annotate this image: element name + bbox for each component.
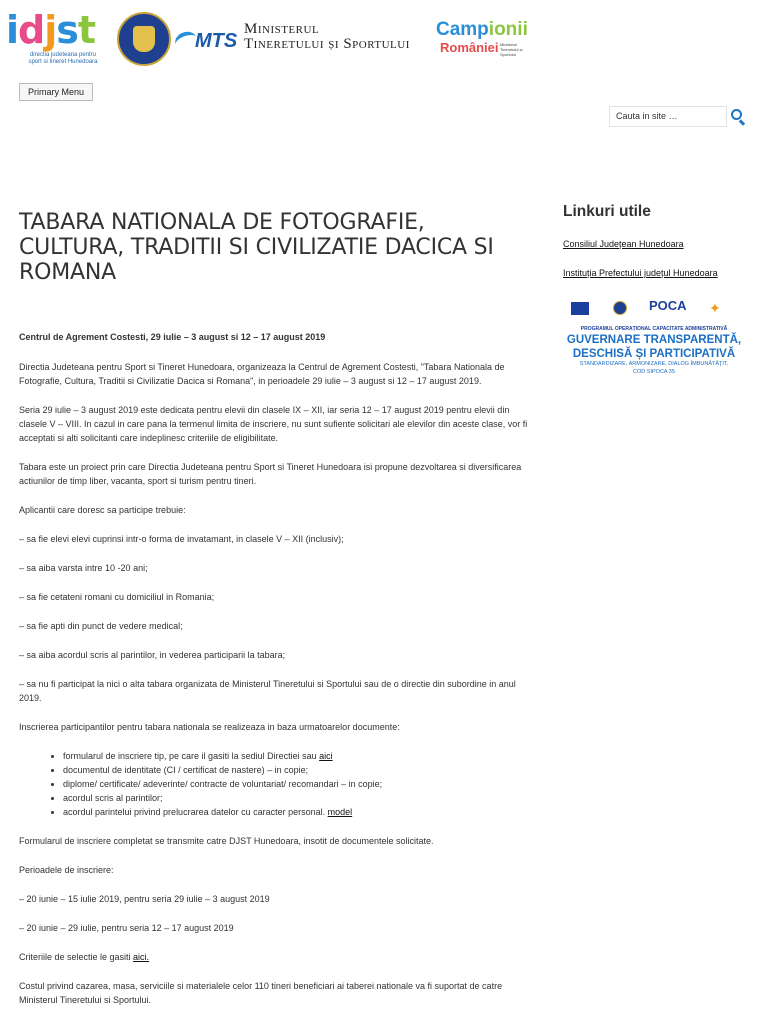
ministry-line-2: Tineretului și Sportului — [244, 36, 410, 52]
documents-list — [63, 749, 531, 819]
mts-wordmark: MTS — [195, 30, 238, 52]
paragraph: Criteriile de selectie le gasiti aici. — [19, 952, 150, 962]
mts-logo — [175, 22, 245, 62]
paragraph: Aplicantii care doresc sa participe trebuie: — [19, 505, 186, 515]
requirement-item: – sa fie elevi elevi cuprinsi intr-o forma de invatamant, in clasele V – XII (inclusiv); — [19, 534, 344, 544]
government-seal-icon — [613, 301, 627, 315]
poca-headline-2: DESCHISĂ ȘI PARTICIPATIVĂ — [572, 348, 736, 360]
article-header — [19, 210, 531, 285]
poca-headline-1: GUVERNARE TRANSPARENTĂ, — [566, 334, 742, 346]
star-logo-icon: ✦ — [709, 300, 721, 316]
poca-program-name: PROGRAMUL OPERAȚIONAL CAPACITATE ADMINISTRATIVĂ — [580, 326, 728, 332]
paragraph: Costul privind cazarea, masa, serviciile si materialele celor 110 tineri beneficiari ai taberei nationale va fi suportat de catre Ministerul Tineretului si Sportului. — [19, 981, 503, 1005]
selection-criteria-link[interactable]: aici. — [133, 952, 150, 962]
list-item: • acordul scris al parintilor; — [63, 791, 531, 805]
campionii-small-text: Ministerul Tineretului și Sportului — [500, 42, 523, 57]
djst-wordmark: idjst — [6, 8, 96, 52]
campionii-wordmark: Campionii — [436, 19, 528, 40]
list-item: • acordul parintelui privind prelucrarea datelor cu caracter personal. model — [63, 805, 531, 819]
article-lead: Centrul de Agrement Costesti, 29 iulie – 3 august si 12 – 17 august 2019 — [19, 332, 326, 342]
campionii-romaniei-text: României — [440, 40, 499, 55]
paragraph: Formularul de inscriere completat se transmite catre DJST Hunedoara, insotit de documentele solicitate. — [19, 836, 434, 846]
paragraph: Perioadele de inscriere: — [19, 865, 114, 875]
romania-coat-of-arms-logo — [117, 12, 171, 66]
list-item: • documentul de identitate (CI / certificat de nastere) – in copie; — [63, 763, 531, 777]
consent-model-link[interactable]: model — [327, 807, 353, 817]
poca-banner[interactable] — [563, 298, 745, 382]
djst-subtitle: directia judeteana pentru sport si tineret Hunedoara — [28, 52, 98, 65]
poca-subline-2: COD SIPOCA 35 — [633, 369, 675, 375]
paragraph: Directia Judeteana pentru Sport si Tineret Hunedoara, organizeaza la Centrul de Agrement Costesti, "Tabara Nationala de Fotografie, Cultura, Traditii si Civilizatie Dacica si Romana", in perioadele 29 iulie – 3 august si 12 – 17 august 2019. — [19, 362, 505, 386]
list-item: • formularul de inscriere tip, pe care il gasiti la sediul Directiei sau aici — [63, 749, 531, 763]
poca-logos-row — [563, 298, 745, 320]
sidebar — [563, 202, 763, 296]
requirement-item: – sa aiba acordul scris al parintilor, in vederea participarii la tabara; — [19, 650, 286, 660]
paragraph: Tabara este un proiect prin care Directia Judeteana pentru Sport si Tineret Hunedoara isi propune dezvoltarea si diversificarea actiunilor de timp liber, vacanta, sport si turism pentru tineri. — [19, 462, 522, 486]
paragraph: Seria 29 iulie – 3 august 2019 este dedicata pentru elevii din clasele IX – XII, iar seria 12 – 17 august 2019 pentru elevii din clasele V – VIII. In cazul in care pana la termenul limita de inscriere, nu sunt sufiente solicitari ale elevilor din aceste clase, vor fi acceptati si alti solicitanti care indeplinesc criteriile de eligibilitate. — [19, 405, 528, 443]
article-body — [19, 330, 531, 1022]
period-item: – 20 iunie – 29 iulie, pentru seria 12 – 17 august 2019 — [19, 923, 234, 933]
requirement-item: – sa nu fi participat la nici o alta tabara organizata de Ministerul Tineretului si Sportului sau de o directie din subordine in anul 2019. — [19, 679, 516, 703]
poca-subline-1: STANDARDIZARE, ARMONIZARE, DIALOG ÎMBUNĂTĂȚIT, — [579, 361, 729, 367]
paragraph: Inscrierea participantilor pentru tabara nationala se realizeaza in baza urmatoarelor documente: — [19, 722, 400, 732]
form-download-link[interactable]: aici — [319, 751, 333, 761]
requirement-item: – sa aiba varsta intre 10 -20 ani; — [19, 563, 148, 573]
page-title: TABARA NATIONALA DE FOTOGRAFIE, CULTURA, TRADITII SI CIVILIZATIE DACICA SI ROMANA — [19, 210, 494, 285]
primary-menu-button[interactable]: Primary Menu — [19, 83, 93, 101]
sidebar-link-consiliul-judetean[interactable]: Consiliul Județean Hunedoara — [563, 239, 684, 249]
ministry-line-1: Ministerul — [244, 21, 320, 37]
poca-wordmark: POCA — [649, 298, 687, 313]
sidebar-title: Linkuri utile — [563, 203, 651, 220]
period-item: – 20 iunie – 15 iulie 2019, pentru seria 29 iulie – 3 august 2019 — [19, 894, 270, 904]
requirement-item: – sa fie apti din punct de vedere medical; — [19, 621, 183, 631]
ministry-name — [244, 22, 410, 52]
search-icon[interactable] — [731, 109, 747, 125]
eu-flag-icon — [571, 302, 589, 315]
search-input[interactable]: Cauta in site … — [609, 106, 727, 127]
sidebar-link-prefectura[interactable]: Instituția Prefectului județul Hunedoara — [563, 268, 718, 278]
site-header — [0, 0, 768, 80]
requirement-item: – sa fie cetateni romani cu domiciliul in Romania; — [19, 592, 215, 602]
list-item: • diplome/ certificate/ adeverinte/ contracte de voluntariat/ recomandari – in copie; — [63, 777, 531, 791]
campionii-romaniei-logo — [436, 20, 536, 64]
djst-logo[interactable] — [6, 10, 106, 80]
